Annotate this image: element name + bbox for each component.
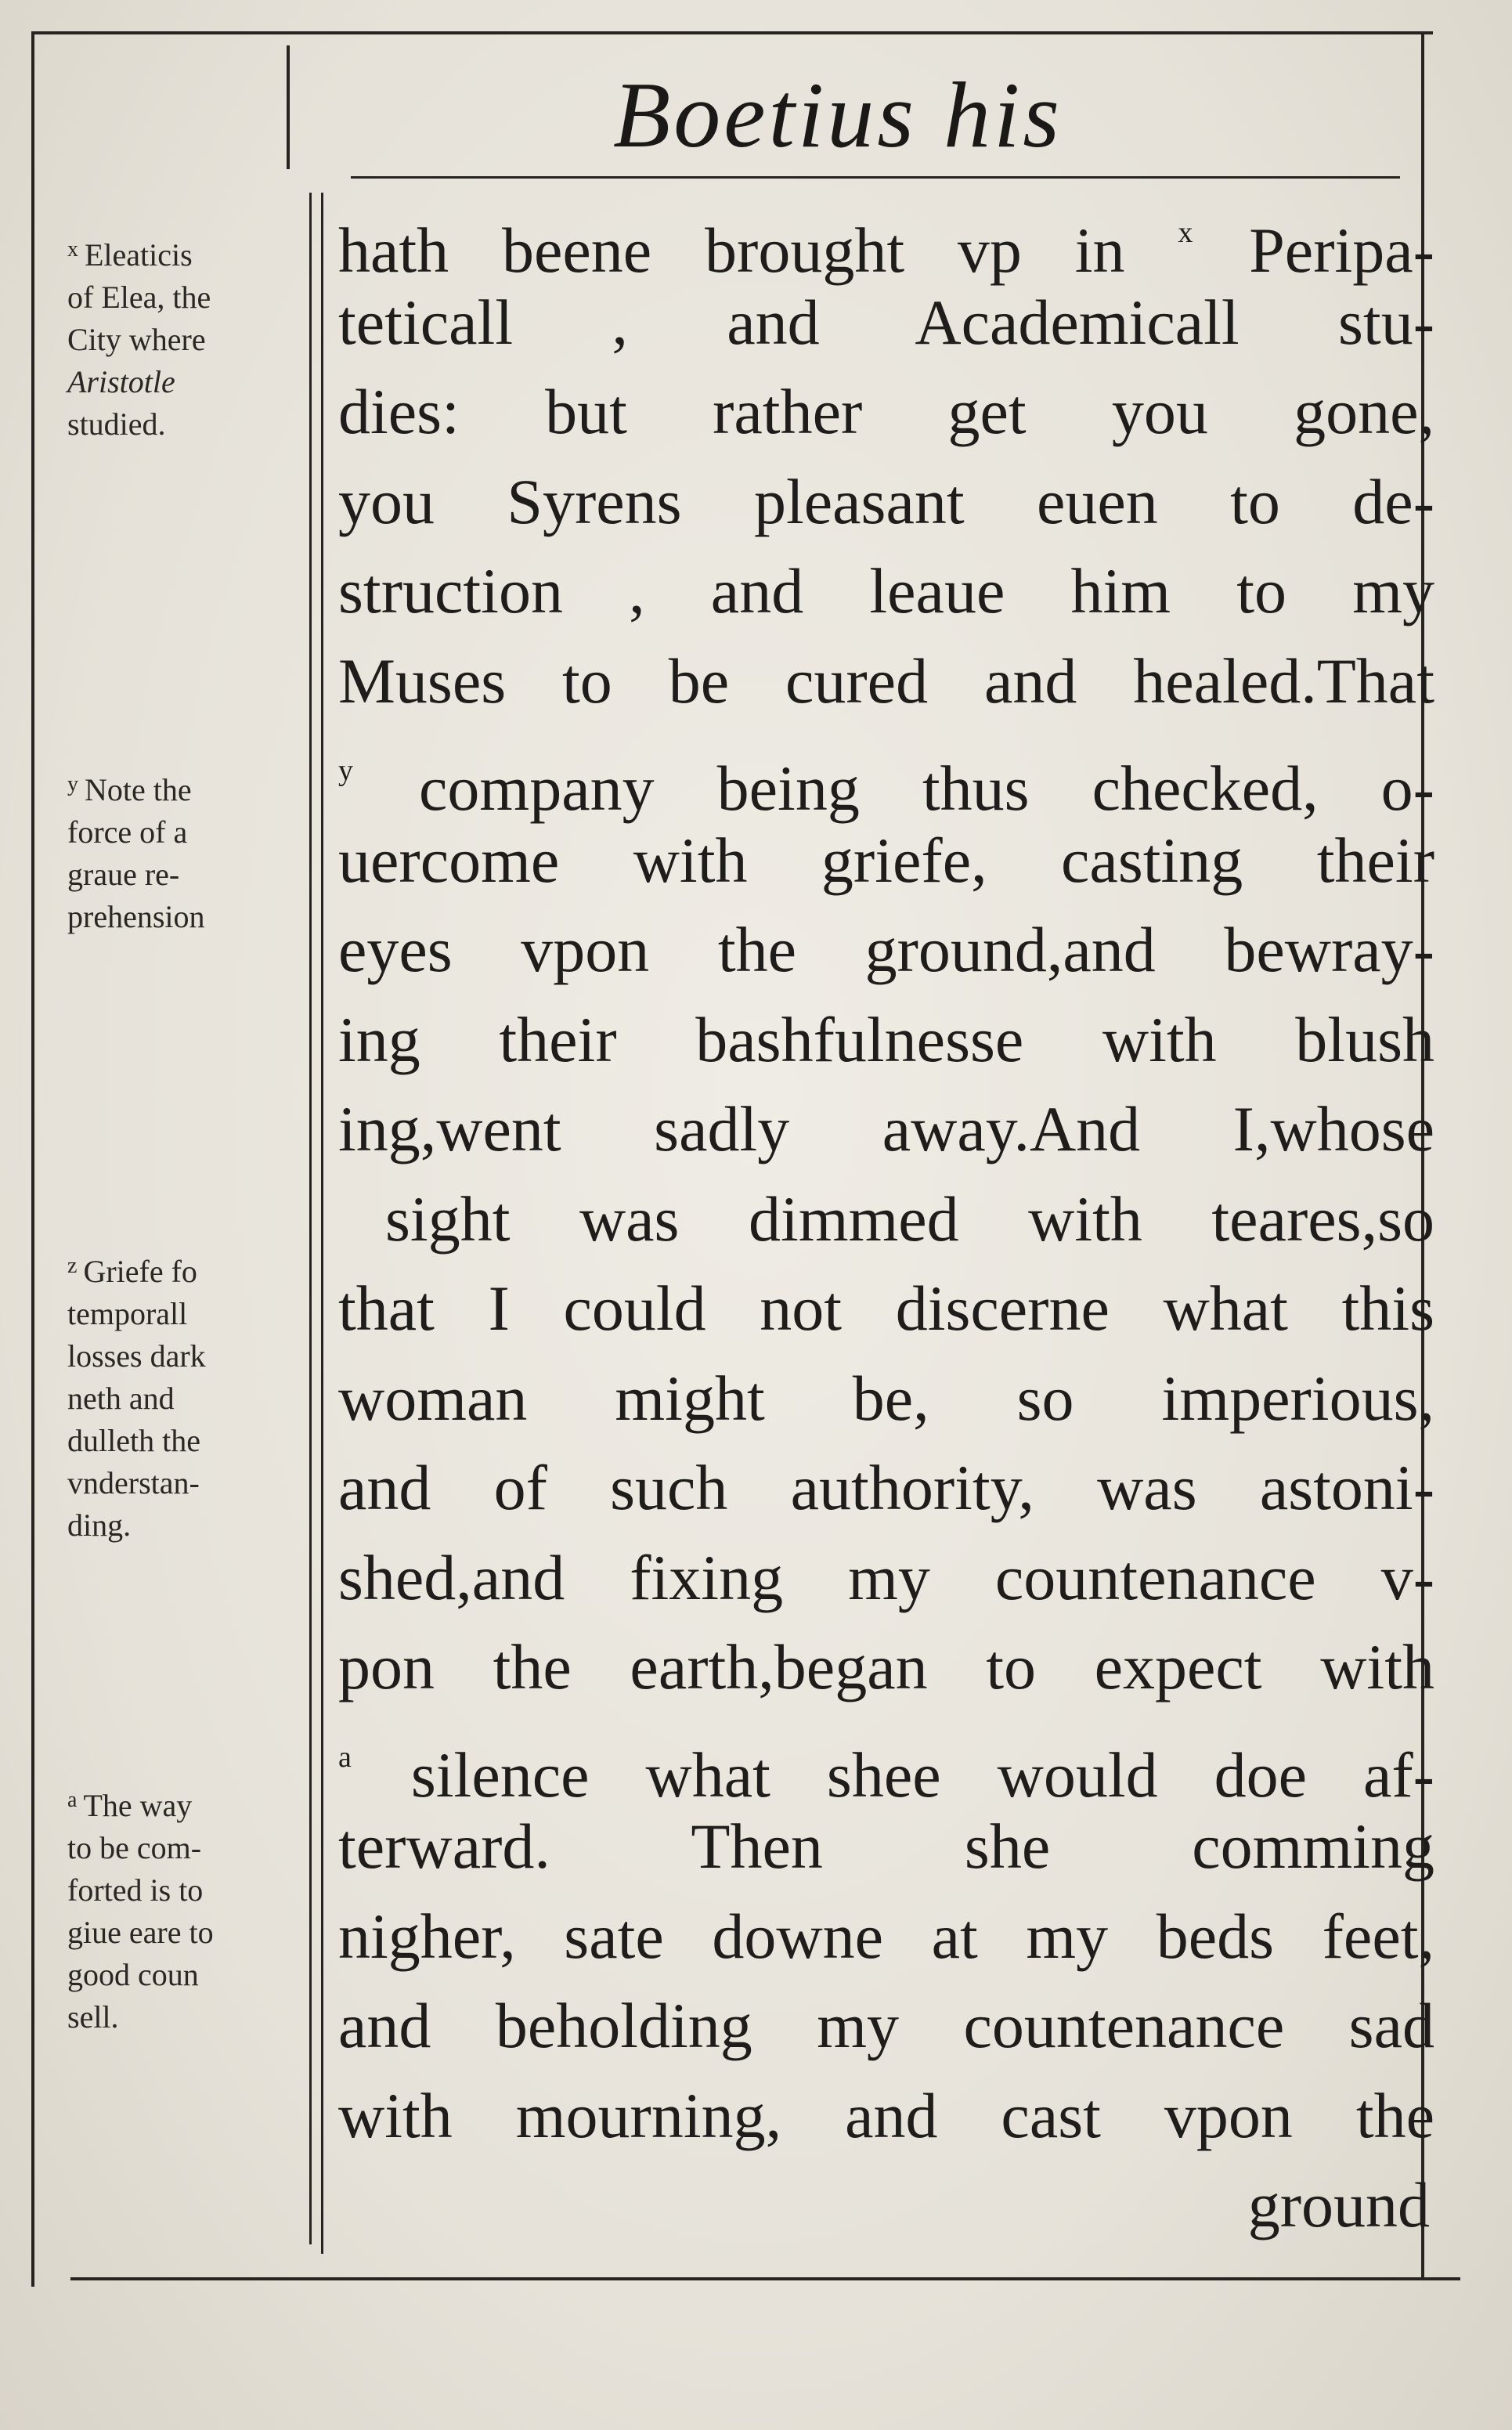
note-key: z [67,1254,78,1278]
bottom-rule [70,2277,1460,2280]
running-head: Boetius his [613,63,1063,167]
note-mark: a [338,1740,352,1774]
text-line: teticall , and Academicall stu- [338,286,1434,358]
margin-note-x: $^x$ Eleaticis of Elea, the City where Aristotle studied. [67,237,211,442]
text-line: and beholding my countenance sad [338,1990,1434,2061]
text-line: $^a$ silence what shee would doe af- [338,1739,1434,1811]
text-line: with mourning, and cast vpon the [338,2079,1434,2151]
text-line: hath beene brought vp in $^x$ Peripa- [338,215,1434,286]
margin-note-y: $^y$ Note the force of a graue re- prehension [67,772,205,934]
margin-column-rule-outer [309,193,312,2244]
margin-column-rule-inner [321,193,323,2254]
text-line: eyes vpon the ground,and bewray- [338,914,1434,985]
text-line: $^y$ company being thus checked, o- [338,753,1434,824]
text-line: dies: but rather get you gone, [338,376,1434,447]
margin-note-z: $^z$ Griefe fo temporall losses dark neth and dulleth the vnderstan- ding. [67,1254,206,1543]
text-line: uercome with griefe, casting their [338,824,1434,896]
text-line: Muses to be cured and healed.That [338,645,1434,717]
catchword: ground [1247,2169,1430,2240]
main-text-block [338,188,1434,2251]
text-line: and of such authority, was astoni- [338,1452,1434,1523]
header-divider-vertical [287,45,290,169]
text-line: struction , and leaue him to my [338,555,1434,626]
note-key: a [67,1788,78,1812]
note-key: x [67,237,78,262]
text-line: woman might be, so imperious, [338,1362,1434,1434]
text-line: nigher, sate downe at my beds feet, [338,1900,1434,1972]
text-line: ing their bashfulnesse with blush [338,1003,1434,1075]
top-rule [31,31,1433,34]
note-mark: x [1178,216,1193,249]
text-line: ing,went sadly away.And I,whose [338,1093,1434,1164]
text-line: you Syrens pleasant euen to de- [338,465,1434,537]
text-line: shed,and fixing my countenance v- [338,1541,1434,1613]
text-line: pon the earth,began to expect with [338,1631,1434,1702]
text-line: that I could not discerne what this [338,1273,1434,1344]
note-key: y [67,772,78,796]
note-mark: y [338,754,353,787]
text-line: terward. Then she comming [338,1811,1434,1882]
text-line: sight was dimmed with teares,so [385,1183,1434,1255]
margin-note-a: $^a$ The way to be com- forted is to giue eare to good coun sell. [67,1788,214,2035]
left-border-rule [31,31,34,2287]
